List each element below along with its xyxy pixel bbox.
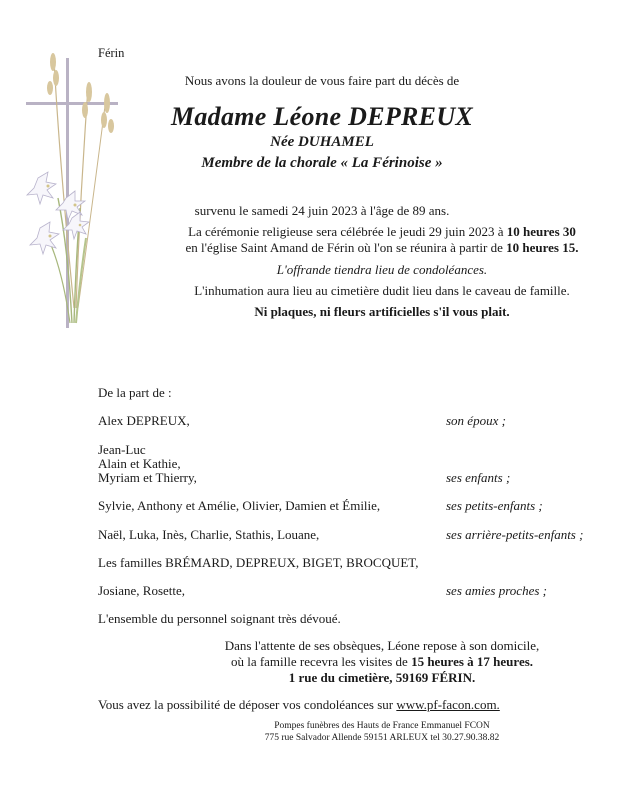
spouse-names: Alex DEPREUX, <box>98 413 190 428</box>
gathering-text: en l'église Saint Amand de Férin où l'on se réunira à partir de <box>185 240 507 255</box>
ceremony-time: 10 heures 30 <box>506 224 576 239</box>
condolences-link[interactable]: www.pf-facon.com. <box>396 697 500 712</box>
ceremony-line-2 <box>120 240 644 256</box>
home-address: 1 rue du cimetière, 59169 FÉRIN. <box>288 670 476 685</box>
child-3: Myriam et Thierry, <box>98 470 197 485</box>
offering-text: L'offrande tiendra lieu de condoléances. <box>276 262 488 277</box>
burial-text: L'inhumation aura lieu au cimetière dudit lieu dans le caveau de famille. <box>194 283 570 298</box>
grandchildren-names: Sylvie, Anthony et Amélie, Olivier, Damien et Émilie, <box>98 498 381 513</box>
care-staff-text: L'ensemble du personnel soignant très dévoué. <box>98 611 341 626</box>
children-relation: ses enfants ; <box>446 470 511 485</box>
families-names: Les familles BRÉMARD, DEPREUX, BIGET, BROCQUET, <box>98 555 419 570</box>
birth-name: Née DUHAMEL <box>270 134 374 150</box>
footer-company: Pompes funèbres des Hauts de France Emmanuel FCON <box>274 721 490 731</box>
gathering-time: 10 heures 15. <box>506 240 579 255</box>
place-label: Férin <box>98 46 125 60</box>
ceremony-line-1 <box>120 224 644 240</box>
friends-names: Josiane, Rosette, <box>98 583 186 598</box>
visits-text: où la famille recevra les visites de <box>230 654 412 669</box>
condolences-label: Vous avez la possibilité de déposer vos condoléances sur <box>98 697 397 712</box>
rest-line-2 <box>120 654 644 670</box>
great-grandchildren-names: Naël, Luka, Inès, Charlie, Stathis, Louane, <box>98 527 320 542</box>
spouse-relation: son époux ; <box>446 413 506 428</box>
grandchildren-relation: ses petits-enfants ; <box>446 498 543 513</box>
ceremony-date-text: La cérémonie religieuse sera célébrée le jeudi 29 juin 2023 à <box>188 224 507 239</box>
deceased-name: Madame Léone DEPREUX <box>170 102 474 131</box>
child-2: Alain et Kathie, <box>98 456 181 471</box>
child-1: Jean-Luc <box>98 442 146 457</box>
friends-relation: ses amies proches ; <box>446 583 547 598</box>
visits-hours: 15 heures à 17 heures. <box>411 654 534 669</box>
intro-text: Nous avons la douleur de vous faire part du décès de <box>184 73 460 88</box>
footer-address: 775 rue Salvador Allende 59151 ARLEUX tel 30.27.90.38.82 <box>264 733 500 743</box>
no-flowers-text: Ni plaques, ni fleurs artificielles s'il vous plait. <box>254 304 510 319</box>
from-label: De la part de : <box>98 385 172 400</box>
rest-line-1: Dans l'attente de ses obsèques, Léone repose à son domicile, <box>224 638 540 653</box>
condolences-text <box>98 697 500 713</box>
death-date-text: survenu le samedi 24 juin 2023 à l'âge de 89 ans. <box>194 203 450 218</box>
great-grandchildren-relation: ses arrière-petits-enfants ; <box>446 527 584 542</box>
choir-membership: Membre de la chorale « La Férinoise » <box>201 155 443 171</box>
cross-with-wheat-and-lilies-icon <box>18 48 128 333</box>
